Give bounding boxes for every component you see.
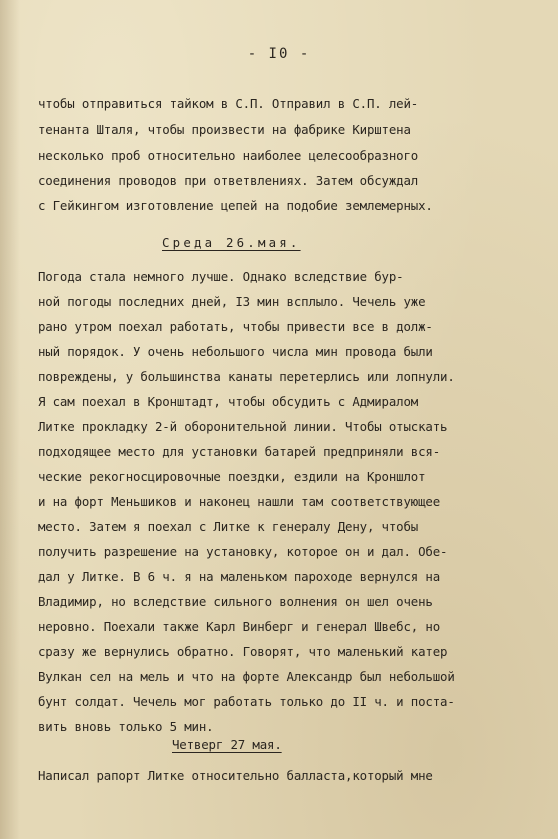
text-line: Написал рапорт Литке относительно балласта,который мне — [38, 768, 433, 783]
page-edge-shadow — [0, 0, 20, 839]
text-line: место. Затем я поехал с Литке к генералу Дену, чтобы — [38, 519, 419, 534]
text-line: с Гейкингом изготовление цепей на подобие землемерных. — [38, 198, 433, 213]
section-heading-wednesday: Среда 26.мая. — [162, 235, 301, 250]
text-line: и на форт Меньшиков и наконец нашли там соответствующее — [38, 494, 441, 509]
text-line: Я сам поехал в Кронштадт, чтобы обсудить с Адмиралом — [38, 394, 419, 409]
text-line: Литке прокладку 2-й оборонительной линии. Чтобы отыскать — [38, 419, 448, 434]
text-line: соединения проводов при ответвлениях. Затем обсуждал — [38, 173, 419, 188]
text-line: неровно. Поехали также Карл Винберг и генерал Швебс, но — [38, 619, 441, 634]
text-line: Погода стала немного лучше. Однако вследствие бур- — [38, 269, 404, 284]
text-line: тенанта Шталя, чтобы произвести на фабрике Кирштена — [38, 122, 411, 137]
text-line: несколько проб относительно наиболее целесообразного — [38, 148, 419, 163]
text-line: вить вновь только 5 мин. — [38, 719, 214, 734]
text-line: дал у Литке. В 6 ч. я на маленьком пароходе вернулся на — [38, 569, 441, 584]
text-line: ческие рекогносцировочные поездки, ездили на Кроншлот — [38, 469, 426, 484]
text-line: Вулкан сел на мель и что на форте Александр был небольшой — [38, 669, 455, 684]
section-heading-thursday: Четверг 27 мая. — [172, 737, 282, 752]
text-line: чтобы отправиться тайком в С.П. Отправил в С.П. лей- — [38, 96, 419, 111]
text-line: Владимир, но вследствие сильного волнения он шел очень — [38, 594, 433, 609]
text-line: получить разрешение на установку, которое он и дал. Обе- — [38, 544, 448, 559]
page-number: - I0 - — [247, 46, 311, 62]
text-line: подходящее место для установки батарей предприняли вся- — [38, 444, 441, 459]
text-line: повреждены, у большинства канаты перетерлись или лопнули. — [38, 369, 455, 384]
text-line: ной погоды последних дней, I3 мин всплыло. Чечель уже — [38, 294, 426, 309]
text-line: ный порядок. У очень небольшого числа мин провода были — [38, 344, 433, 359]
text-line: бунт солдат. Чечель мог работать только до II ч. и поста- — [38, 694, 455, 709]
text-line: сразу же вернулись обратно. Говорят, что маленький катер — [38, 644, 448, 659]
text-line: рано утром поехал работать, чтобы привести все в долж- — [38, 319, 433, 334]
